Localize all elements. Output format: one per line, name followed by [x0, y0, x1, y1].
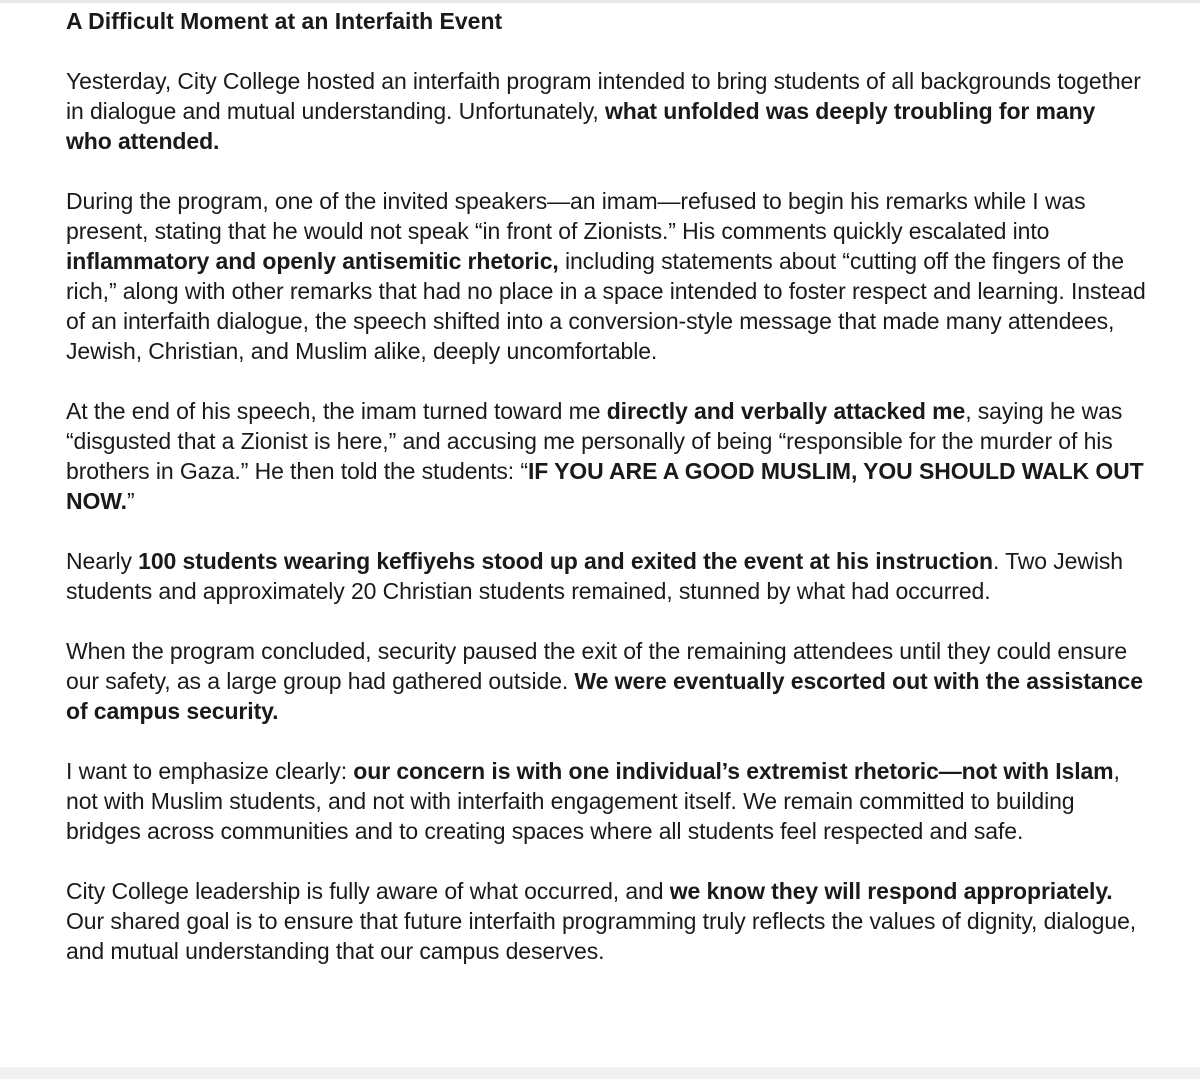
paragraph-security [66, 636, 1146, 726]
paragraph-walkout [66, 546, 1146, 606]
top-divider [0, 0, 1200, 3]
paragraph-run: I want to emphasize clearly: [66, 758, 354, 784]
paragraph-verbal-attack [66, 396, 1146, 516]
paragraph-run: Nearly [66, 548, 139, 574]
paragraph-run: ” [126, 488, 135, 514]
paragraph-intro [66, 66, 1146, 156]
document-title: A Difficult Moment at an Interfaith Event [66, 8, 503, 34]
paragraph-run: Yesterday, City College hosted an interfaith program intended to bring students of all backgrounds together in dialogue and mutual understanding. Unfortunately, [66, 68, 1141, 124]
paragraph-conclusion [66, 876, 1146, 966]
paragraph-run: City College leadership is fully aware of what occurred, and [66, 878, 670, 904]
paragraph-run: Our shared goal is to ensure that future interfaith programming truly reflects the values of dignity, dialogue, and mutual understanding that our campus deserves. [66, 908, 1137, 964]
paragraph-run: including statements about “cutting off the fingers of the rich,” along with other remarks that had no place in a space intended to foster respect and learning. Instead of an interfaith dialogue, the speech shifted into a conversion-style message that made many attendees, Jewish, Christian, and Muslim alike, deeply uncomfortable. [66, 248, 1146, 364]
paragraph-run-bold: IF YOU ARE A GOOD MUSLIM, YOU SHOULD WALK OUT NOW. [66, 458, 1144, 514]
paragraph-run: . Two Jewish students and approximately 20 Christian students remained, stunned by what had occurred. [66, 548, 1123, 604]
paragraph-run: During the program, one of the invited speakers—an imam—refused to begin his remarks while I was present, stating that he would not speak “in front of Zionists.” His comments quickly escalated into [66, 188, 1086, 244]
paragraph-run: When the program concluded, security paused the exit of the remaining attendees until they could ensure our safety, as a large group had gathered outside. [66, 638, 1128, 694]
paragraph-run: , saying he was “disgusted that a Zionist is here,” and accusing me personally of being “responsible for the murder of his brothers in Gaza.” He then told the students: “ [66, 398, 1123, 484]
paragraph-run-bold: we know they will respond appropriately. [669, 878, 1113, 904]
paragraph-run-bold: inflammatory and openly antisemitic rhetoric, [66, 248, 559, 274]
paragraph-speaker-remarks [66, 186, 1146, 366]
paragraph-run-bold: directly and verbally attacked me [606, 398, 966, 424]
paragraph-run: At the end of his speech, the imam turned toward me [66, 398, 607, 424]
paragraph-run-bold: what unfolded was deeply troubling for many who attended. [66, 98, 1096, 154]
paragraph-run-bold: 100 students wearing keffiyehs stood up and exited the event at his instruction [138, 548, 993, 574]
paragraph-run-bold: our concern is with one individual’s extremist rhetoric—not with Islam [353, 758, 1114, 784]
paragraph-run: , not with Muslim students, and not with interfaith engagement itself. We remain committed to building bridges across communities and to creating spaces where all students feel respected and safe. [66, 758, 1120, 844]
paragraph-emphasis [66, 756, 1146, 846]
paragraph-run-bold: We were eventually escorted out with the assistance of campus security. [66, 668, 1143, 724]
document-body [66, 6, 1146, 996]
bottom-divider [0, 1067, 1200, 1079]
